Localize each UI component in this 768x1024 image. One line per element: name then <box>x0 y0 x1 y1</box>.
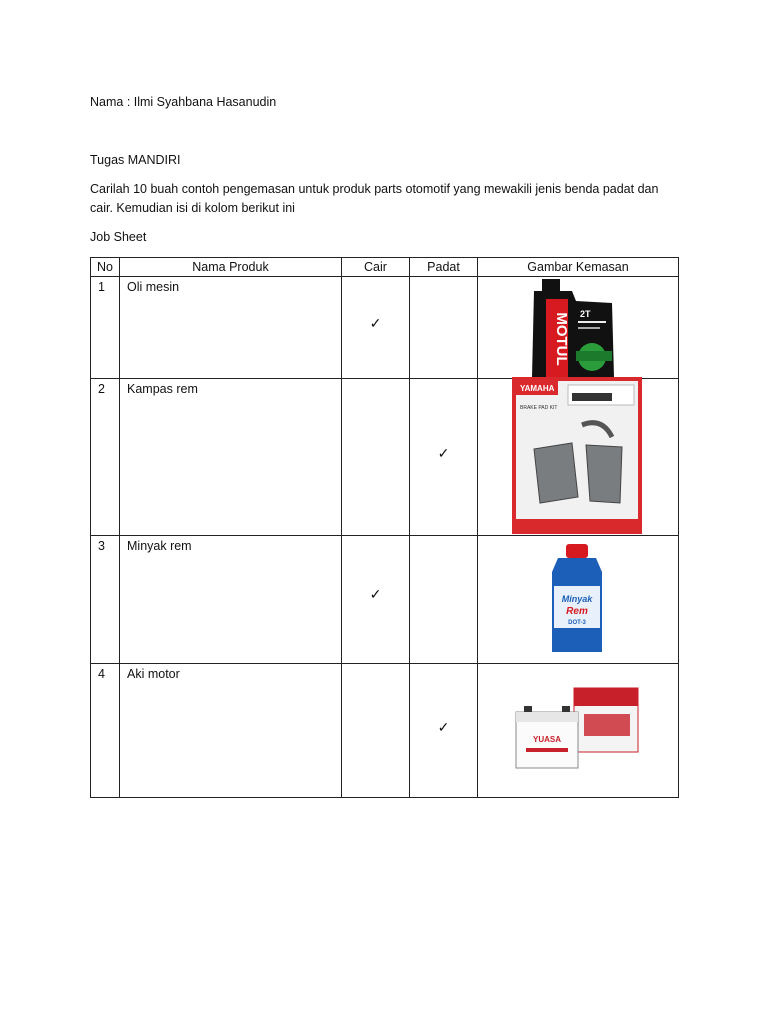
col-header-name: Nama Produk <box>120 258 342 277</box>
brake-pad-kit-image <box>512 377 642 534</box>
oil-bottle-image <box>512 277 637 377</box>
brake-fluid-image <box>512 542 642 658</box>
table-header-row <box>91 258 679 277</box>
table-row <box>91 277 679 379</box>
oil-brand-text: MOTUL <box>553 312 570 366</box>
fluid-grade-text: DOT-3 <box>568 620 586 626</box>
row-cair-cell <box>342 536 410 664</box>
fluid-label-line1: Minyak <box>561 594 593 604</box>
col-header-cair: Cair <box>342 258 410 277</box>
row-padat-cell <box>410 536 478 664</box>
col-header-padat: Padat <box>410 258 478 277</box>
row-product-name: Kampas rem <box>120 379 342 536</box>
job-sheet-label: Job Sheet <box>90 230 147 244</box>
row-image-cell <box>478 664 679 798</box>
student-name: Nama : Ilmi Syahbana Hasanudin <box>90 95 277 109</box>
row-padat-cell <box>410 664 478 798</box>
row-image-cell <box>478 536 679 664</box>
check-icon: ✓ <box>369 586 382 602</box>
row-image-cell <box>478 277 679 379</box>
brake-brand-text: YAMAHA <box>520 384 555 393</box>
row-no: 2 <box>91 379 120 536</box>
task-title: Tugas MANDIRI <box>90 153 181 167</box>
row-cair-cell <box>342 664 410 798</box>
battery-image <box>512 684 642 794</box>
fluid-label-line2: Rem <box>566 606 588 617</box>
row-cair-cell <box>342 379 410 536</box>
row-no: 4 <box>91 664 120 798</box>
row-product-name: Aki motor <box>120 664 342 798</box>
table-row <box>91 664 679 798</box>
table-row <box>91 536 679 664</box>
battery-brand-text: YUASA <box>532 735 562 744</box>
row-no: 3 <box>91 536 120 664</box>
row-product-name: Oli mesin <box>120 277 342 379</box>
oil-badge-text: 2T <box>580 309 591 319</box>
col-header-no: No <box>91 258 120 277</box>
check-icon: ✓ <box>437 719 450 735</box>
brake-kit-label: BRAKE PAD KIT <box>520 405 558 411</box>
job-sheet-table <box>90 257 679 798</box>
check-icon: ✓ <box>369 315 382 331</box>
table-row <box>91 379 679 536</box>
row-padat-cell <box>410 277 478 379</box>
task-instruction: Carilah 10 buah contoh pengemasan untuk produk parts otomotif yang mewakili jenis benda padat dan cair. Kemudian isi di kolom berikut ini <box>90 182 659 215</box>
row-product-name: Minyak rem <box>120 536 342 664</box>
check-icon: ✓ <box>437 445 450 461</box>
row-cair-cell <box>342 277 410 379</box>
row-padat-cell <box>410 379 478 536</box>
col-header-image: Gambar Kemasan <box>478 258 679 277</box>
row-no: 1 <box>91 277 120 379</box>
row-image-cell <box>478 379 679 536</box>
